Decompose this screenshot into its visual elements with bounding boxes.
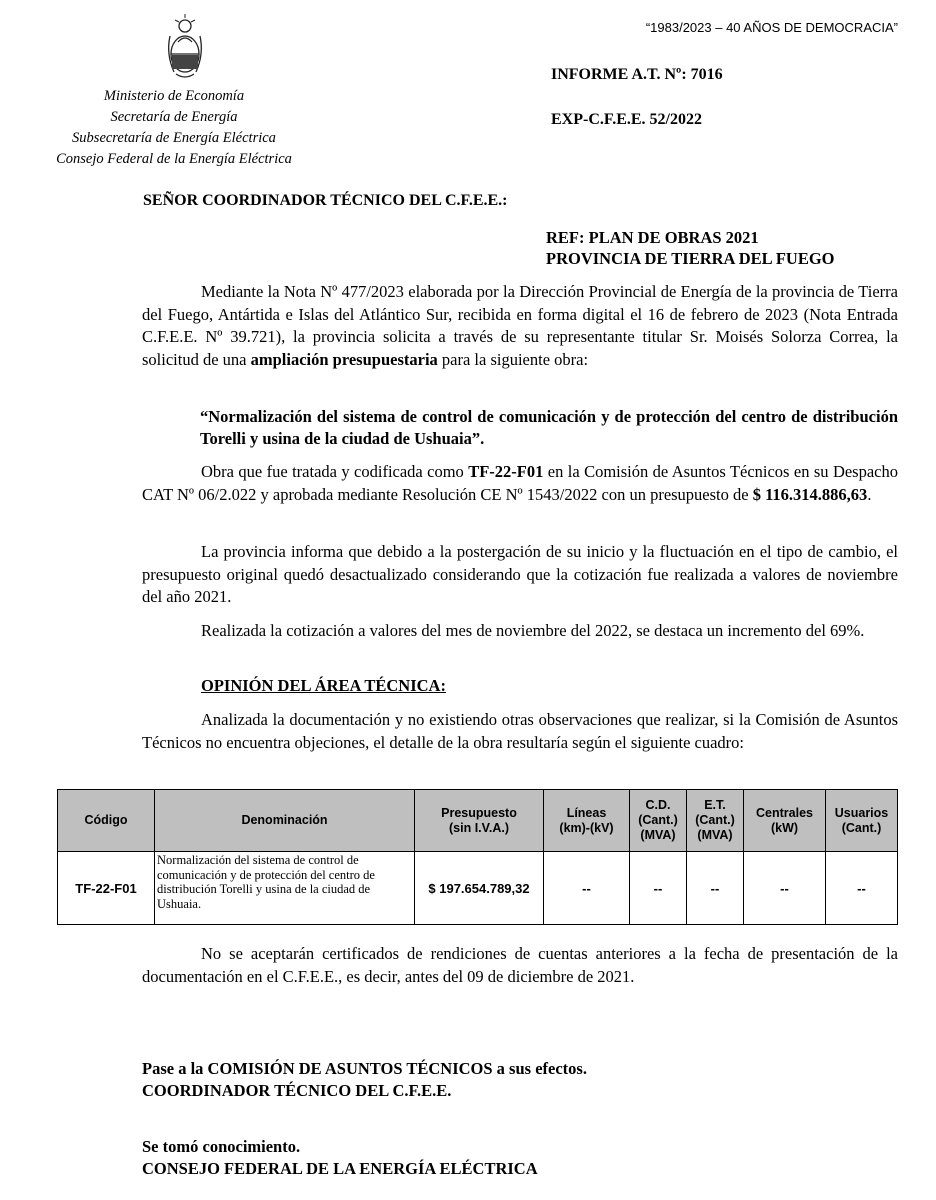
closing-block-1 xyxy=(142,1058,587,1102)
report-number: INFORME A.T. Nº: 7016 xyxy=(551,66,723,83)
salutation: SEÑOR COORDINADOR TÉCNICO DEL C.F.E.E.: xyxy=(143,192,508,209)
closing-line-3: Se tomó conocimiento. xyxy=(142,1137,301,1156)
table-header-row xyxy=(58,790,898,852)
paragraph-3 xyxy=(142,541,898,609)
reference-line-1: REF: PLAN DE OBRAS 2021 xyxy=(546,228,759,247)
column-header: Centrales (kW) xyxy=(744,790,826,852)
column-header: C.D. (Cant.) (MVA) xyxy=(630,790,687,852)
ministry-line: Consejo Federal de la Energía Eléctrica xyxy=(56,151,292,167)
paragraph-5 xyxy=(142,709,898,754)
cell-denomination: Normalización del sistema de control de comunicación y de protección del centro de distribución Torelli y usina de la ciudad de Ushuaia. xyxy=(155,852,415,925)
motto-text: “1983/2023 – 40 AÑOS DE DEMOCRACIA” xyxy=(645,20,898,35)
column-header: Presupuesto (sin I.V.A.) xyxy=(415,790,544,852)
paragraph-1-tail: para la siguiente obra: xyxy=(437,349,589,369)
paragraph-2-text: Obra que fue tratada y codificada como xyxy=(201,462,469,481)
paragraph-2 xyxy=(142,461,898,506)
closing-line-2: COORDINADOR TÉCNICO DEL C.F.E.E. xyxy=(142,1081,452,1100)
paragraph-2-text-b: en la Comisión de Asuntos Técnicos en su Despacho CAT Nº 06/2.022 y aprobada mediante Resolución CE Nº 1543/2022 con un presupuesto de xyxy=(142,462,898,504)
paragraph-3-text: La provincia informa que debido a la postergación de su inicio y la fluctuación en el tipo de cambio, el presupuesto original quedó desactualizado considerando que la cotización fue realizada a valores de noviembre del año 2021. xyxy=(142,542,898,606)
paragraph-5-text: Analizada la documentación y no existiendo otras observaciones que realizar, si la Comisión de Asuntos Técnicos no encuentra objeciones, el detalle de la obra resultaría según el siguiente cuadro: xyxy=(142,710,898,752)
paragraph-2-end: . xyxy=(867,484,872,504)
ministry-line: Ministerio de Economía xyxy=(103,88,245,104)
cell-et: -- xyxy=(687,852,744,925)
column-header: E.T. (Cant.) (MVA) xyxy=(687,790,744,852)
cell-budget: $ 197.654.789,32 xyxy=(415,852,544,925)
file-number: EXP-C.F.E.E. 52/2022 xyxy=(551,111,702,128)
column-header: Denominación xyxy=(155,790,415,852)
budget-table xyxy=(57,789,898,925)
paragraph-6-text: No se aceptarán certificados de rendiciones de cuentas anteriores a la fecha de presentación de la documentación en el C.F.E.E., es decir, antes del 09 de diciembre de 2021. xyxy=(142,944,898,986)
ministry-header xyxy=(24,86,324,170)
reference-line-2: PROVINCIA DE TIERRA DEL FUEGO xyxy=(546,249,835,268)
column-header: Código xyxy=(58,790,155,852)
opinion-heading: OPINIÓN DEL ÁREA TÉCNICA: xyxy=(201,676,446,695)
closing-block-2 xyxy=(142,1136,538,1180)
paragraph-4 xyxy=(142,620,898,643)
original-budget: $ 116.314.886,63 xyxy=(752,484,868,504)
cell-plants: -- xyxy=(744,852,826,925)
cell-code: TF-22-F01 xyxy=(58,852,155,925)
reference-block xyxy=(546,227,835,269)
cell-cd: -- xyxy=(630,852,687,925)
coat-of-arms-icon xyxy=(158,12,212,82)
paragraph-4-text: Realizada la cotización a valores del mes de noviembre del 2022, se destaca un incremento del 69%. xyxy=(201,621,865,640)
closing-line-1: Pase a la COMISIÓN DE ASUNTOS TÉCNICOS a sus efectos. xyxy=(142,1059,587,1078)
paragraph-1-bold: ampliación presupuestaria xyxy=(250,349,438,369)
paragraph-6 xyxy=(142,943,898,988)
project-code: TF-22-F01 xyxy=(468,462,544,481)
ministry-line: Secretaría de Energía xyxy=(110,109,238,125)
column-header: Usuarios (Cant.) xyxy=(826,790,898,852)
project-title-quote: “Normalización del sistema de control de comunicación y de protección del centro de distribución Torelli y usina de la ciudad de Ushuaia”. xyxy=(200,407,898,448)
cell-lines: -- xyxy=(544,852,630,925)
closing-line-4: CONSEJO FEDERAL DE LA ENERGÍA ELÉCTRICA xyxy=(142,1159,538,1178)
ministry-line: Subsecretaría de Energía Eléctrica xyxy=(72,130,276,146)
table-row xyxy=(58,852,898,925)
paragraph-1 xyxy=(142,281,898,371)
column-header: Líneas (km)-(kV) xyxy=(544,790,630,852)
paragraph-1-text: Mediante la Nota Nº 477/2023 elaborada por la Dirección Provincial de Energía de la provincia de Tierra del Fuego, Antártida e Islas del Atlántico Sur, recibida en forma digital el 16 de febrero de 2023 (Nota Entrada C.F.E.E. Nº 39.721), la provincia solicita a través de su representante titular Sr. Moisés Solorza Correa, la solicitud de una xyxy=(142,282,898,369)
cell-users: -- xyxy=(826,852,898,925)
